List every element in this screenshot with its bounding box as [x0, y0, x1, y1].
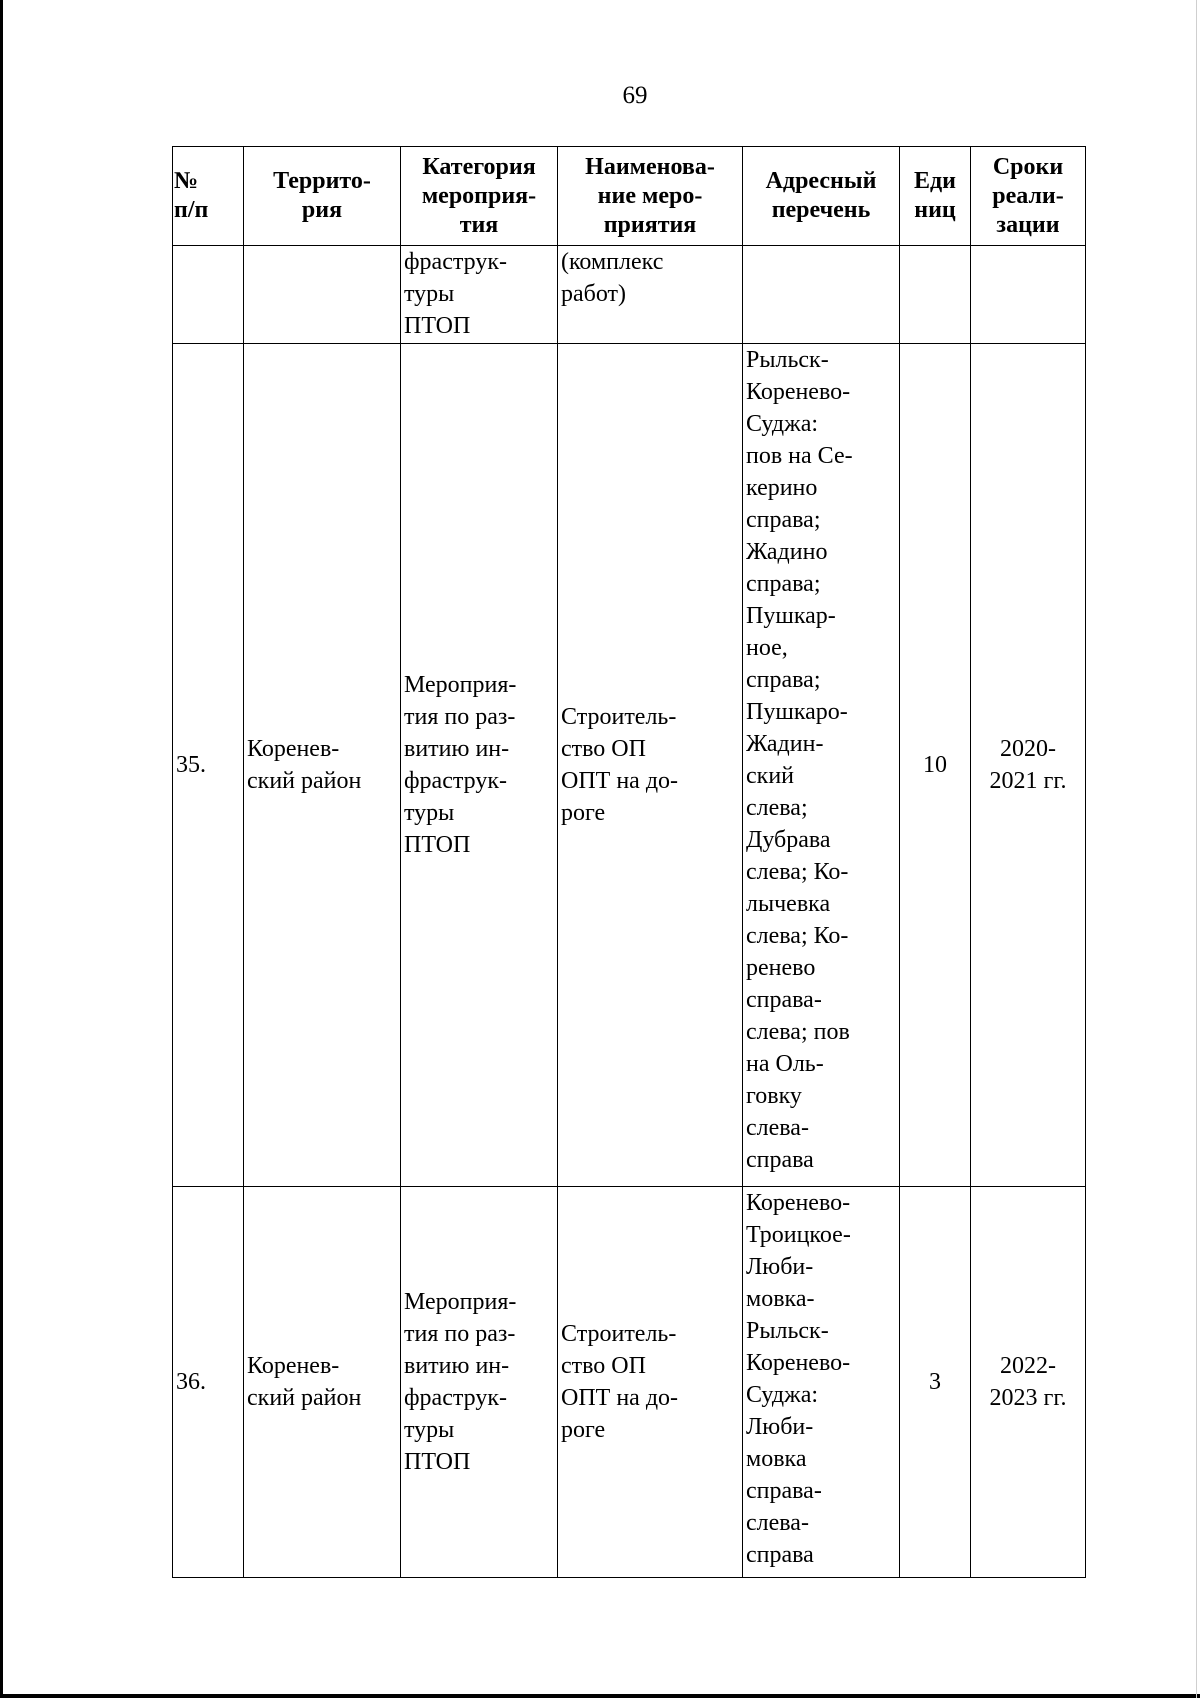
cell-category: фраструк- туры ПТОП: [401, 246, 558, 344]
table-row-36: [173, 1187, 1086, 1578]
cell-measure-name: Строитель- ство ОП ОПТ на до- роге: [558, 344, 743, 1187]
page-number: 69: [622, 82, 648, 109]
cell-address-list: Рыльск- Коренево- Суджа: пов на Се- керино справа; Жадино справа; Пушкар- ное, справа; Пушкаро- Жадин- ский слева; Дубрава слева; Ко- лычевка слева; Ко- ренево справа- слева; пов на Оль- говку слева- справа: [743, 344, 900, 1187]
cell-territory: [244, 246, 401, 344]
cell-address-list: [743, 246, 900, 344]
cell-measure-name: (комплекс работ): [558, 246, 743, 344]
scan-border-bottom: [0, 1694, 1200, 1698]
cell-units: 3: [900, 1187, 971, 1578]
cell-territory: Коренев- ский район: [244, 344, 401, 1187]
scan-border-left: [0, 0, 3, 1698]
cell-category: Мероприя- тия по раз- витию ин- фраструк- туры ПТОП: [401, 1187, 558, 1578]
cell-number: 35.: [173, 344, 244, 1187]
cell-period: [971, 246, 1086, 344]
cell-units: 10: [900, 344, 971, 1187]
scan-border-right: [1196, 0, 1197, 1698]
cell-period: 2022- 2023 гг.: [971, 1187, 1086, 1578]
table-row-35: [173, 344, 1086, 1187]
header-measure-name: Наименова- ние меро- приятия: [558, 147, 743, 246]
cell-period: 2020- 2021 гг.: [971, 344, 1086, 1187]
cell-address-list: Коренево- Троицкое- Люби- мовка- Рыльск- Коренево- Суджа: Люби- мовка справа- слева- справа: [743, 1187, 900, 1578]
table-row-continuation: [173, 246, 1086, 344]
cell-number: 36.: [173, 1187, 244, 1578]
cell-measure-name: Строитель- ство ОП ОПТ на до- роге: [558, 1187, 743, 1578]
cell-number: [173, 246, 244, 344]
header-number: № п/п: [173, 147, 244, 246]
header-address-list: Адресный перечень: [743, 147, 900, 246]
header-category: Категория мероприя- тия: [401, 147, 558, 246]
header-units: Еди ниц: [900, 147, 971, 246]
header-period: Сроки реали- зации: [971, 147, 1086, 246]
measures-table: [172, 146, 1086, 1578]
cell-units: [900, 246, 971, 344]
header-row: [173, 147, 1086, 246]
cell-category: Мероприя- тия по раз- витию ин- фраструк- туры ПТОП: [401, 344, 558, 1187]
cell-territory: Коренев- ский район: [244, 1187, 401, 1578]
header-territory: Террито- рия: [244, 147, 401, 246]
